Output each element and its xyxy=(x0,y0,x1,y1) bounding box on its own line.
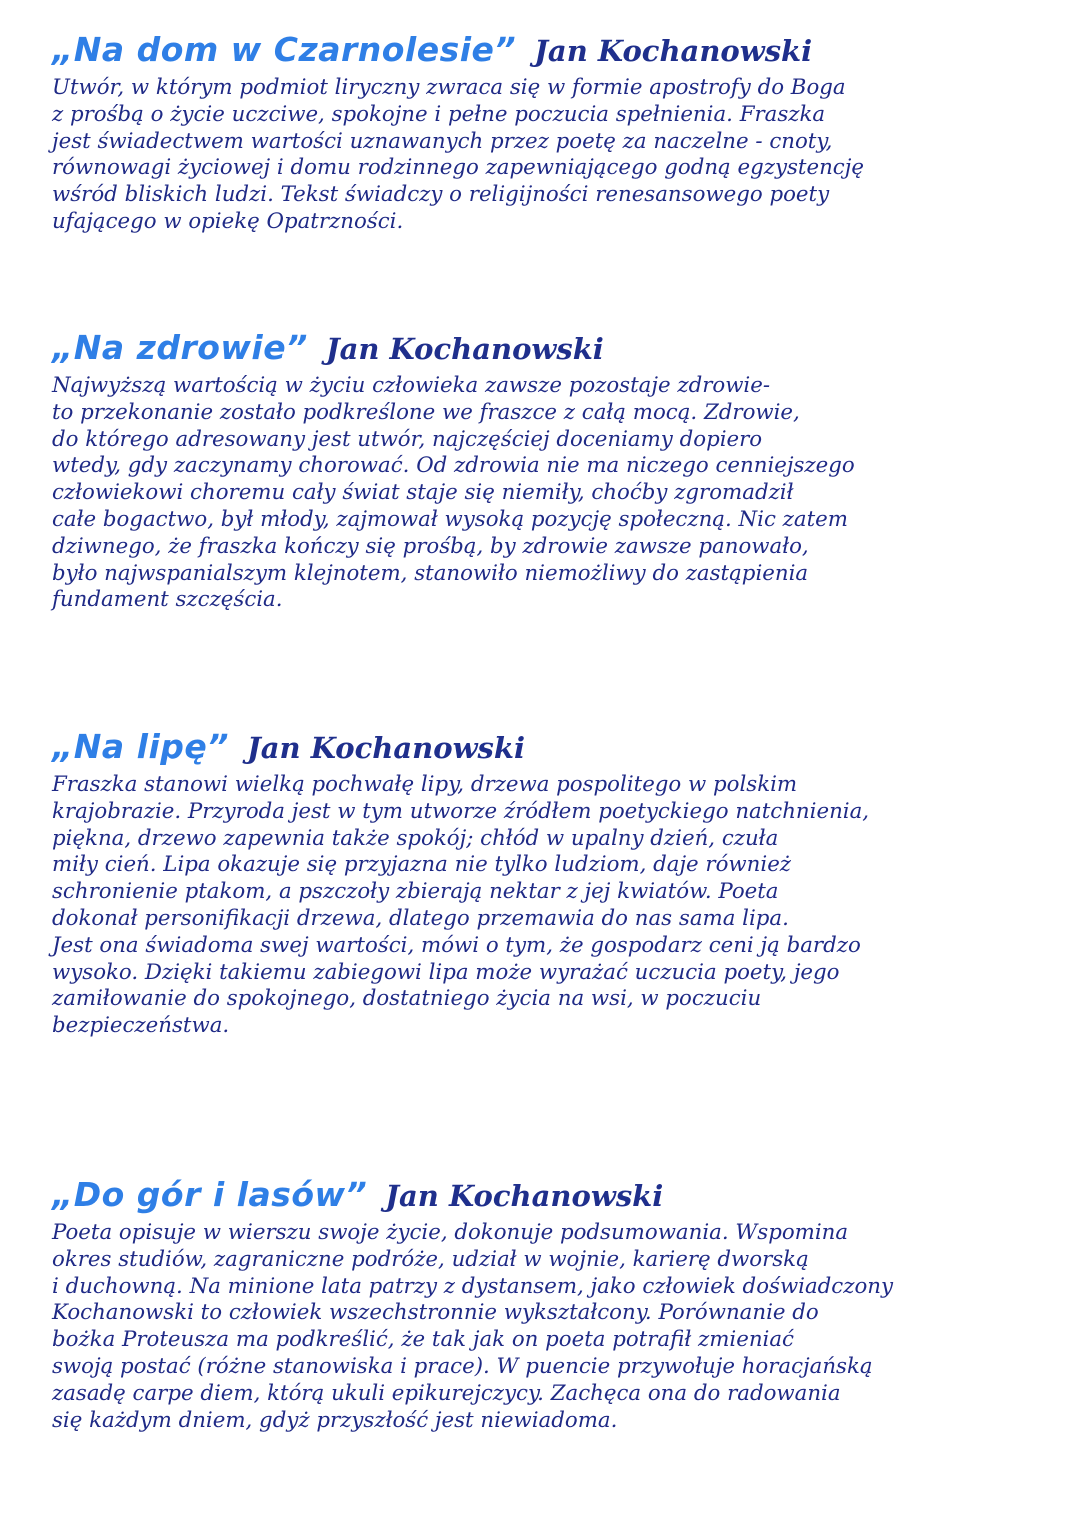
text-line: bożka Proteusza ma podkreślić, że tak jak on poeta potrafił zmieniać xyxy=(52,1327,794,1353)
section-title: „Na dom w Czarnolesie” xyxy=(52,30,517,69)
text-line: wysoko. Dzięki takiemu zabiegowi lipa może wyrażać uczucia poety, jego xyxy=(52,959,840,985)
text-line: piękna, drzewo zapewnia także spokój; chłód w upalny dzień, czuła xyxy=(52,825,779,851)
text-line: wtedy, gdy zaczynamy chorować. Od zdrowia nie ma niczego cenniejszego xyxy=(52,453,855,479)
text-line: do którego adresowany jest utwór, najczęściej doceniamy dopiero xyxy=(52,426,763,452)
section-heading xyxy=(52,1175,1052,1214)
section-title: „Do gór i lasów” xyxy=(52,1175,368,1214)
text-line: jest świadectwem wartości uznawanych przez poetę za naczelne - cnoty, xyxy=(52,128,833,154)
text-line: i duchowną. Na minione lata patrzy z dystansem, jako człowiek doświadczony xyxy=(52,1273,894,1299)
text-line: się każdym dniem, gdyż przyszłość jest niewiadoma. xyxy=(52,1407,618,1433)
section-body xyxy=(52,75,1052,236)
text-line: krajobrazie. Przyroda jest w tym utworze źródłem poetyckiego natchnienia, xyxy=(52,798,870,824)
text-line: było najwspanialszym klejnotem, stanowiło niemożliwy do zastąpienia xyxy=(52,560,809,586)
text-line: Fraszka stanowi wielką pochwałę lipy, drzewa pospolitego w polskim xyxy=(52,772,798,797)
text-line: dziwnego, że fraszka kończy się prośbą, by zdrowie zawsze panowało, xyxy=(52,533,809,559)
section-title: „Na lipę” xyxy=(52,727,230,766)
section-author: Jan Kochanowski xyxy=(325,332,604,366)
section-heading xyxy=(52,727,1052,766)
text-line: całe bogactwo, był młody, zajmował wysoką pozycję społeczną. Nic zatem xyxy=(52,506,848,532)
section-body xyxy=(52,373,1052,614)
text-line: z prośbą o życie uczciwe, spokojne i pełne poczucia spełnienia. Fraszka xyxy=(52,101,826,127)
text-line: dokonał personifikacji drzewa, dlatego przemawia do nas sama lipa. xyxy=(52,905,789,931)
text-line: to przekonanie zostało podkreślone we fraszce z całą mocą. Zdrowie, xyxy=(52,399,800,425)
text-line: Poeta opisuje w wierszu swoje życie, dokonuje podsumowania. Wspomina xyxy=(52,1220,849,1245)
section-heading xyxy=(52,30,1052,69)
text-line: Najwyższą wartością w życiu człowieka zawsze pozostaje zdrowie- xyxy=(52,373,771,398)
section-do-gor-i-lasow xyxy=(52,1175,1052,1434)
text-line: człowiekowi choremu cały świat staje się niemiły, choćby zgromadził xyxy=(52,480,794,506)
section-na-dom-w-czarnolesie xyxy=(52,30,1052,236)
text-line: okres studiów, zagraniczne podróże, udział w wojnie, karierę dworską xyxy=(52,1246,809,1272)
section-body xyxy=(52,772,1052,1040)
text-line: wśród bliskich ludzi. Tekst świadczy o religijności renesansowego poety xyxy=(52,182,830,208)
section-author: Jan Kochanowski xyxy=(385,1179,664,1213)
text-line: swoją postać (różne stanowiska i prace). W puencie przywołuje horacjańską xyxy=(52,1353,873,1379)
text-line: schronienie ptakom, a pszczoły zbierają nektar z jej kwiatów. Poeta xyxy=(52,879,779,905)
text-line: zasadę carpe diem, którą ukuli epikurejczycy. Zachęca ona do radowania xyxy=(52,1380,841,1406)
text-line: równowagi życiowej i domu rodzinnego zapewniającego godną egzystencję xyxy=(52,155,864,181)
text-line: bezpieczeństwa. xyxy=(52,1013,230,1039)
text-line: fundament szczęścia. xyxy=(52,587,283,613)
section-author: Jan Kochanowski xyxy=(247,731,525,765)
text-line: Jest ona świadoma swej wartości, mówi o tym, że gospodarz ceni ją bardzo xyxy=(52,932,861,958)
text-line: Kochanowski to człowiek wszechstronnie wykształcony. Porównanie do xyxy=(52,1300,819,1326)
section-author: Jan Kochanowski xyxy=(534,34,813,68)
section-body xyxy=(52,1220,1052,1434)
section-na-lipe xyxy=(52,727,1052,1040)
section-na-zdrowie xyxy=(52,328,1052,614)
section-heading xyxy=(52,328,1052,367)
text-line: miły cień. Lipa okazuje się przyjazna nie tylko ludziom, daje również xyxy=(52,852,792,878)
text-line: ufającego w opiekę Opatrzności. xyxy=(52,208,404,234)
text-line: zamiłowanie do spokojnego, dostatniego życia na wsi, w poczuciu xyxy=(52,986,762,1012)
text-line: Utwór, w którym podmiot liryczny zwraca się w formie apostrofy do Boga xyxy=(52,75,846,100)
section-title: „Na zdrowie” xyxy=(52,328,308,367)
